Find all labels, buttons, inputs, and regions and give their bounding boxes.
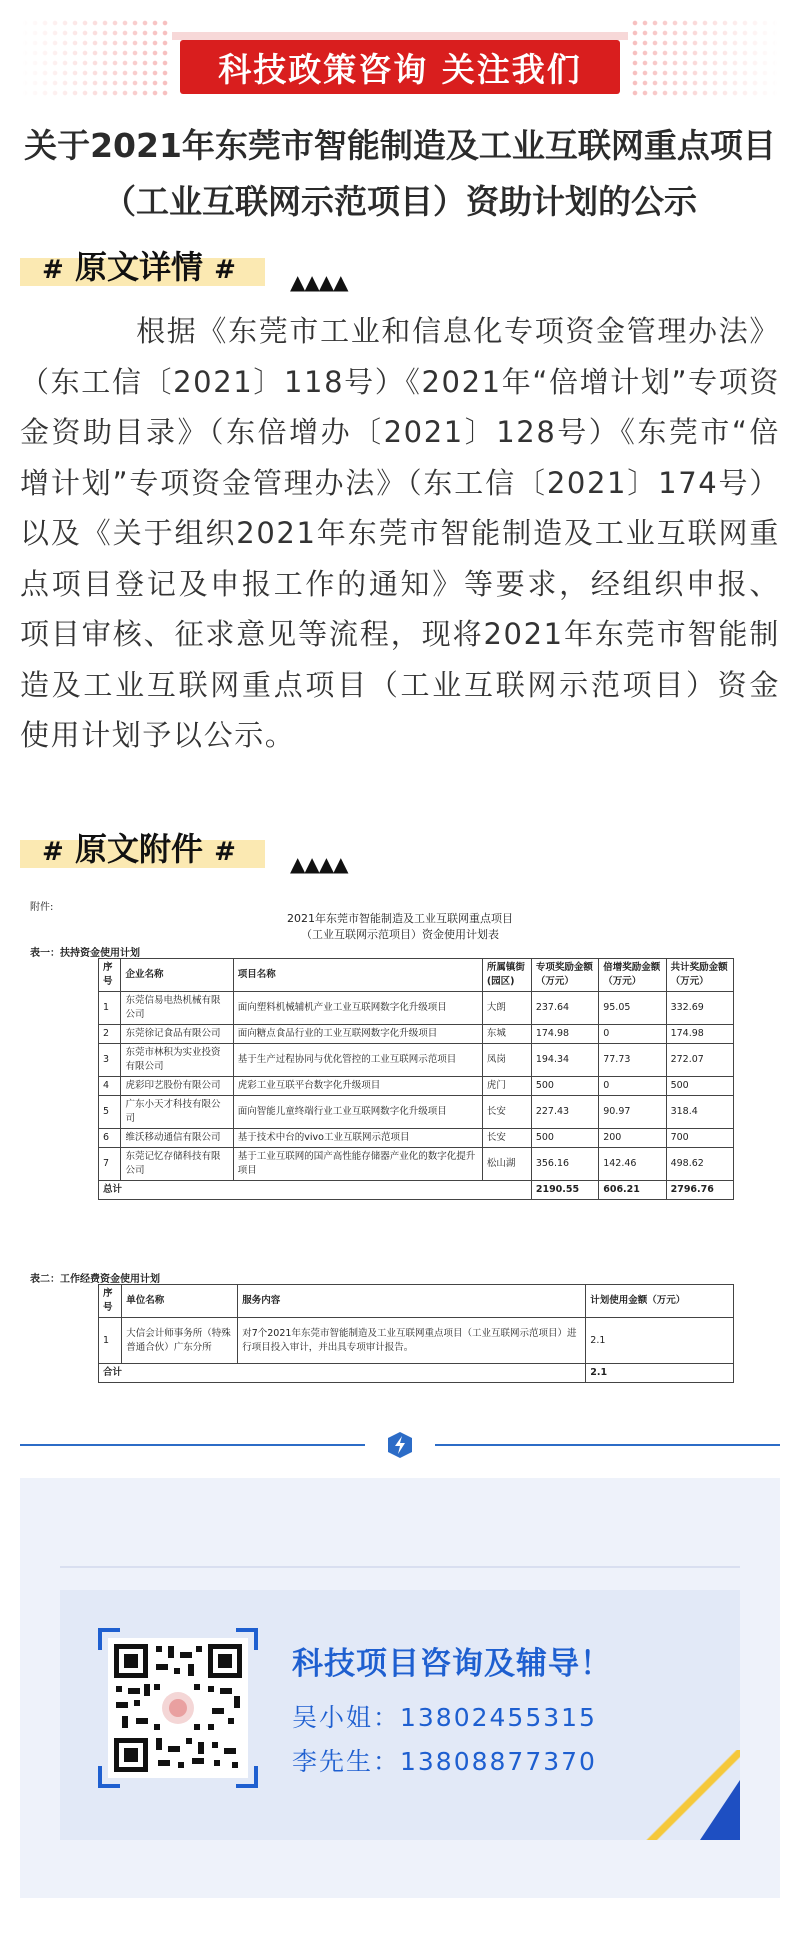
contact-phone-1[interactable]: 吴小姐：13802455315	[292, 1703, 597, 1732]
body-paragraph	[20, 306, 780, 761]
total-cell: 2190.55	[531, 1181, 598, 1200]
table-cell: 东莞徐记食品有限公司	[121, 1025, 233, 1044]
section-divider	[20, 1430, 780, 1460]
table-cell: 356.16	[531, 1148, 598, 1181]
table-header-row	[99, 1285, 734, 1318]
page-title: 关于2021年东莞市智能制造及工业互联网重点项目（工业互联网示范项目）资助计划的公示	[24, 126, 776, 221]
table-cell: 2	[99, 1025, 121, 1044]
header-cell: 序号	[99, 1285, 122, 1318]
contact-section	[20, 1478, 780, 1898]
table-row	[99, 1148, 734, 1181]
table-cell: 237.64	[531, 992, 598, 1025]
section-original-details	[20, 250, 260, 286]
table-cell: 174.98	[666, 1025, 733, 1044]
table-row	[99, 1129, 734, 1148]
table-cell: 对7个2021年东莞市智能制造及工业互联网重点项目（工业互联网示范项目）进行项目投入审计，并出具专项审计报告。	[238, 1318, 586, 1364]
decorative-dots-left	[20, 18, 170, 100]
table-row	[99, 1077, 734, 1096]
divider-line-left	[20, 1444, 365, 1446]
total-label: 总计	[99, 1181, 532, 1200]
table-cell: 5	[99, 1096, 121, 1129]
table-cell: 1	[99, 992, 121, 1025]
total-cell: 606.21	[599, 1181, 666, 1200]
table-cell: 基于工业互联网的国产高性能存储器产业化的数字化提升项目	[233, 1148, 482, 1181]
table-cell: 广东小天才科技有限公司	[121, 1096, 233, 1129]
contact-title: 科技项目咨询及辅导！	[292, 1646, 612, 1682]
table-cell: 大信会计师事务所（特殊普通合伙）广东分所	[122, 1318, 238, 1364]
qr-code-icon	[108, 1638, 248, 1778]
table-cell: 松山湖	[482, 1148, 531, 1181]
table-total-row	[99, 1364, 734, 1383]
table-cell: 东莞市林积为实业投资有限公司	[121, 1044, 233, 1077]
table-cell: 142.46	[599, 1148, 666, 1181]
table-row	[99, 1025, 734, 1044]
doc-title-1: 2021年东莞市智能制造及工业互联网重点项目	[287, 912, 513, 925]
table-cell: 4	[99, 1077, 121, 1096]
header-cell: 序号	[99, 959, 121, 992]
table-cell: 227.43	[531, 1096, 598, 1129]
attachment-document[interactable]	[20, 882, 780, 1382]
qr-code-frame[interactable]	[98, 1628, 258, 1788]
table-row	[99, 1318, 734, 1364]
table-cell: 498.62	[666, 1148, 733, 1181]
table-cell: 7	[99, 1148, 121, 1181]
header-cell: 专项奖励金额（万元）	[531, 959, 598, 992]
table-cell: 面向智能儿童终端行业工业互联网数字化升级项目	[233, 1096, 482, 1129]
table-cell: 虎彩工业互联平台数字化升级项目	[233, 1077, 482, 1096]
doc-title-2: （工业互联网示范项目）资金使用计划表	[301, 928, 499, 941]
table-cell: 基于技术中台的vivo工业互联网示范项目	[233, 1129, 482, 1148]
table-cell: 虎门	[482, 1077, 531, 1096]
hash-mark: #	[42, 255, 64, 285]
section-title: 原文附件	[74, 830, 203, 868]
header-cell: 共计奖励金额（万元）	[666, 959, 733, 992]
table-cell: 虎彩印艺股份有限公司	[121, 1077, 233, 1096]
section-title: 原文详情	[74, 248, 203, 286]
table-cell: 长安	[482, 1129, 531, 1148]
table-cell: 272.07	[666, 1044, 733, 1077]
table-row	[99, 1096, 734, 1129]
funding-table	[98, 958, 734, 1200]
table-cell: 332.69	[666, 992, 733, 1025]
header-cell: 倍增奖励金额（万元）	[599, 959, 666, 992]
corner-triangle	[700, 1780, 740, 1840]
table-cell: 318.4	[666, 1096, 733, 1129]
table-cell: 700	[666, 1129, 733, 1148]
table-row	[99, 992, 734, 1025]
table-cell: 0	[599, 1025, 666, 1044]
table-total-row	[99, 1181, 734, 1200]
table-cell: 凤岗	[482, 1044, 531, 1077]
table-cell: 面向糖点食品行业的工业互联网数字化升级项目	[233, 1025, 482, 1044]
table-cell: 东莞记忆存储科技有限公司	[121, 1148, 233, 1181]
header-cell: 所属镇街(园区)	[482, 959, 531, 992]
table-cell: 长安	[482, 1096, 531, 1129]
table-cell: 东莞信易电热机械有限公司	[121, 992, 233, 1025]
table-cell: 基于生产过程协同与优化管控的工业互联网示范项目	[233, 1044, 482, 1077]
table-cell: 面向塑料机械辅机产业工业互联网数字化升级项目	[233, 992, 482, 1025]
table-row	[99, 1044, 734, 1077]
table-cell: 1	[99, 1318, 122, 1364]
body-text: 根据《东莞市工业和信息化专项资金管理办法》（东工信〔2021〕118号）《2021年“倍增计划”专项资金资助目录》（东倍增办〔2021〕128号）《东莞市“倍增计划”专项资金管理办法》（东工信〔2021〕174号）以及《关于组织2021年东莞市智能制造及工业互联网重点项目登记及申报工作的通知》等要求，经组织申报、项目审核、征求意见等流程，现将2021年东莞市智能制造及工业互联网重点项目（工业互联网示范项目）资金使用计划予以公示。	[20, 314, 780, 752]
table-cell: 3	[99, 1044, 121, 1077]
table2-caption: 表二：工作经费资金使用计划	[30, 1274, 160, 1285]
lightning-icon	[385, 1430, 415, 1460]
header-cell: 服务内容	[238, 1285, 586, 1318]
table-cell: 500	[531, 1077, 598, 1096]
table-cell: 95.05	[599, 992, 666, 1025]
total-cell: 2796.76	[666, 1181, 733, 1200]
total-cell: 2.1	[586, 1364, 734, 1383]
table-cell: 194.34	[531, 1044, 598, 1077]
table-cell: 77.73	[599, 1044, 666, 1077]
table-cell: 174.98	[531, 1025, 598, 1044]
table-cell: 2.1	[586, 1318, 734, 1364]
header-cell: 单位名称	[122, 1285, 238, 1318]
contact-phone-2[interactable]: 李先生：13808877370	[292, 1747, 597, 1776]
table-cell: 6	[99, 1129, 121, 1148]
decorative-dots-right	[630, 18, 780, 100]
banner-label[interactable]: 科技政策咨询 关注我们	[180, 40, 620, 94]
total-label: 合计	[99, 1364, 586, 1383]
hash-mark: #	[42, 837, 64, 867]
table-cell: 东城	[482, 1025, 531, 1044]
table-cell: 500	[666, 1077, 733, 1096]
hash-mark: #	[214, 255, 236, 285]
table-cell: 500	[531, 1129, 598, 1148]
contact-card	[60, 1590, 740, 1840]
triangles-decoration: ▲▲▲▲	[290, 270, 348, 294]
divider-line-right	[435, 1444, 780, 1446]
header-cell: 企业名称	[121, 959, 233, 992]
section-original-attachment	[20, 832, 260, 868]
hash-mark: #	[214, 837, 236, 867]
table1-caption: 表一：扶持资金使用计划	[30, 948, 140, 959]
table-cell: 大朗	[482, 992, 531, 1025]
table-cell: 维沃移动通信有限公司	[121, 1129, 233, 1148]
table-cell: 200	[599, 1129, 666, 1148]
header-cell: 计划使用金额（万元）	[586, 1285, 734, 1318]
work-fund-table	[98, 1284, 734, 1383]
table-cell: 90.97	[599, 1096, 666, 1129]
attachment-label: 附件:	[30, 902, 54, 913]
table-header-row	[99, 959, 734, 992]
triangles-decoration: ▲▲▲▲	[290, 852, 348, 876]
header-banner	[20, 18, 780, 100]
header-cell: 项目名称	[233, 959, 482, 992]
table-cell: 0	[599, 1077, 666, 1096]
card-separator	[60, 1566, 740, 1568]
